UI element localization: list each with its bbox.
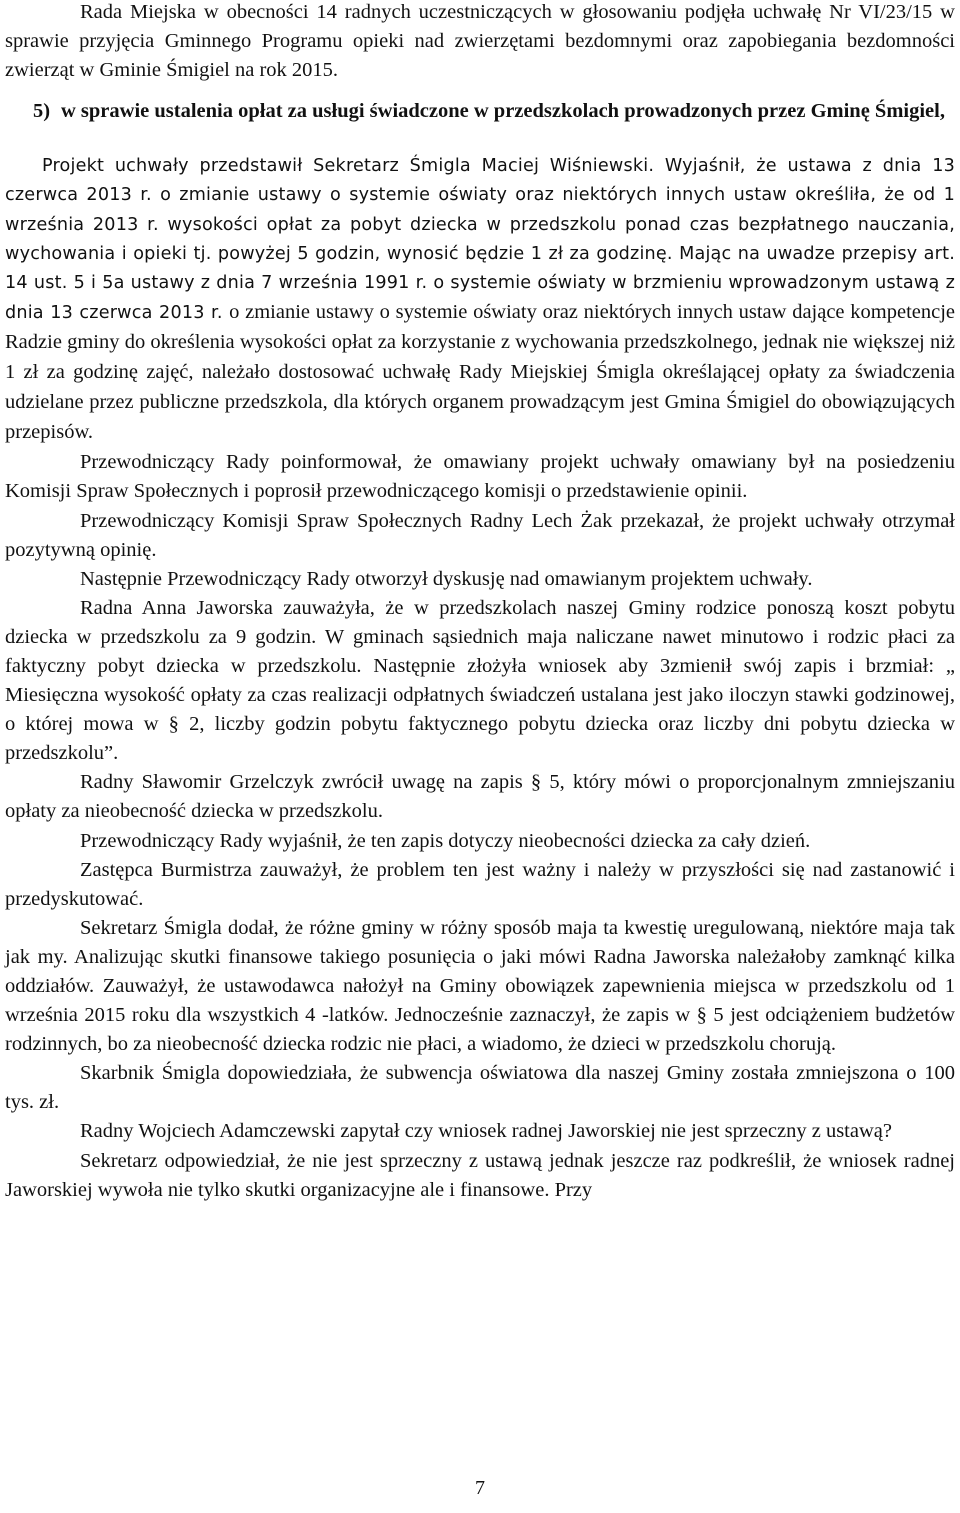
agenda-item-heading [33,97,955,126]
intro-paragraph: Rada Miejska w obecności 14 radnych uczestniczących w głosowaniu podjęła uchwałę Nr VI/23/15 w sprawie przyjęcia Gminnego Programu opieki nad zwierzętami bezdomnymi oraz zapobiegania bezdomności zwierząt w Gminie Śmigiel na rok 2015. [5,1,955,82]
paragraph-grzelczyk-remark: Radny Sławomir Grzelczyk zwrócił uwagę na zapis § 5, który mówi o proporcjonalnym zmniejszaniu opłaty za nieobecność dziecka w przedszkolu. [5,771,955,823]
paragraph-treasurer: Skarbnik Śmigla dopowiedziała, że subwencja oświatowa dla naszej Gminy została zmniejszona o 100 tys. zł. [5,1062,955,1114]
paragraph-secretary-answer: Sekretarz odpowiedział, że nie jest sprzeczny z ustawą jednak jeszcze raz podkreślił, że wniosek radnej Jaworskiej wywoła nie tylko skutki organizacyjne ale i finansowe. Przy [5,1149,955,1201]
paragraph-jaworska-motion: Radna Anna Jaworska zauważyła, że w przedszkolach naszej Gminy rodzice ponoszą koszt pobytu dziecka w przedszkolu za 9 godzin. W gminach sąsiednich maja naliczane nawet minutowo i rodzic płaci za faktyczny pobyt dziecka w przedszkolu. Następnie złożyła wniosek aby 3zmienił swój zapis i brzmiał: „ Miesięczna wysokość opłaty za czas realizacji odpłatnych świadczeń ustalana jest jako iloczyn stawki godzinowej, o której mowa w § 2, liczby godzin pobytu faktycznego pobytu dziecka oraz liczby dni pobytu dziecka w przedszkolu”. [5,596,955,765]
agenda-item-number: 5) [33,100,51,123]
paragraph-discussion-opened: Następnie Przewodniczący Rady otworzył dyskusję nad omawianym projektem uchwały. [80,567,813,590]
page-number: 7 [475,1477,485,1499]
paragraph-adamczewski-question: Radny Wojciech Adamczewski zapytał czy wniosek radnej Jaworskiej nie jest sprzeczny z ustawą? [80,1120,892,1143]
paragraph-secretary-response: Sekretarz Śmigla dodał, że różne gminy w różny sposób maja ta kwestię uregulowaną, niektóre maja tak jak my. Analizując skutki finansowe takiego posunięcia o jaki mówi Radna Jaworska należałoby zamknąć kilka oddziałów. Zauważył, że ustawodawca nałożył na Gminy obowiązek zapewnienia miejsca w przedszkolu od 1 września 2015 roku dla wszystkich 4 -latków. Jednocześnie zaznaczył, że zapis w § 5 jest odciążeniem budżetów rodzinnych, bo za nieobecność dziecka rodzic nie płaci, a wiadomo, że dzieci w przedszkolu chorują. [5,916,955,1056]
paragraph-committee-opinion: Przewodniczący Komisji Spraw Społecznych Radny Lech Żak przekazał, że projekt uchwały otrzymał pozytywną opinię. [5,509,955,561]
project-explanation-serif-text: o zmianie ustawy o systemie oświaty oraz niektórych innych ustaw dające kompetencje Radzie gminy do określenia wysokości opłat za korzystanie z wychowania przedszkolnego, jednak nie większej niż 1 zł za godzinę zajęć, należało dostosować uchwałę Rady Miejskiej Śmigla określającej opłaty za świadczenia udzielane przez publiczne przedszkola, dla których organem prowadzącym jest Gmina Śmigiel do obowiązujących przepisów. [5,300,956,444]
paragraph-chairman-info: Przewodniczący Rady poinformował, że omawiany projekt uchwały omawiany był na posiedzeniu Komisji Spraw Społecznych i poprosił przewodniczącego komisji o przedstawienie opinii. [5,451,955,503]
paragraph-deputy-mayor: Zastępca Burmistrza zauważył, że problem ten jest ważny i należy w przyszłości się nad zastanowić i przedyskutować. [5,858,955,910]
project-explanation-paragraph [5,152,955,448]
project-explanation-sans-text: Projekt uchwały przedstawił Sekretarz Śmigla Maciej Wiśniewski. Wyjaśnił, że ustawa z dnia 13 czerwca 2013 r. o zmianie ustawy o systemie oświaty oraz niektórych innych ustaw określiła, że od 1 września 2013 r. wysokości opłat za pobyt dziecka w przedszkolu ponad czas bezpłatnego nauczania, wychowania i opieki tj. powyżej 5 godzin, wynosić będzie 1 zł za godzinę. Mając na uwadze przepisy art. 14 ust. 5 i 5a ustawy z dnia 7 września 1991 r. o systemie oświaty w brzmieniu wprowadzonym ustawą z dnia 13 czerwca 2013 r. [5,156,955,323]
paragraph-chairman-explanation: Przewodniczący Rady wyjaśnił, że ten zapis dotyczy nieobecności dziecka za cały dzień. [80,829,811,852]
page-content [5,0,955,1205]
agenda-item-title: w sprawie ustalenia opłat za usługi świadczone w przedszkolach prowadzonych przez Gminę Śmigiel, [61,100,945,123]
